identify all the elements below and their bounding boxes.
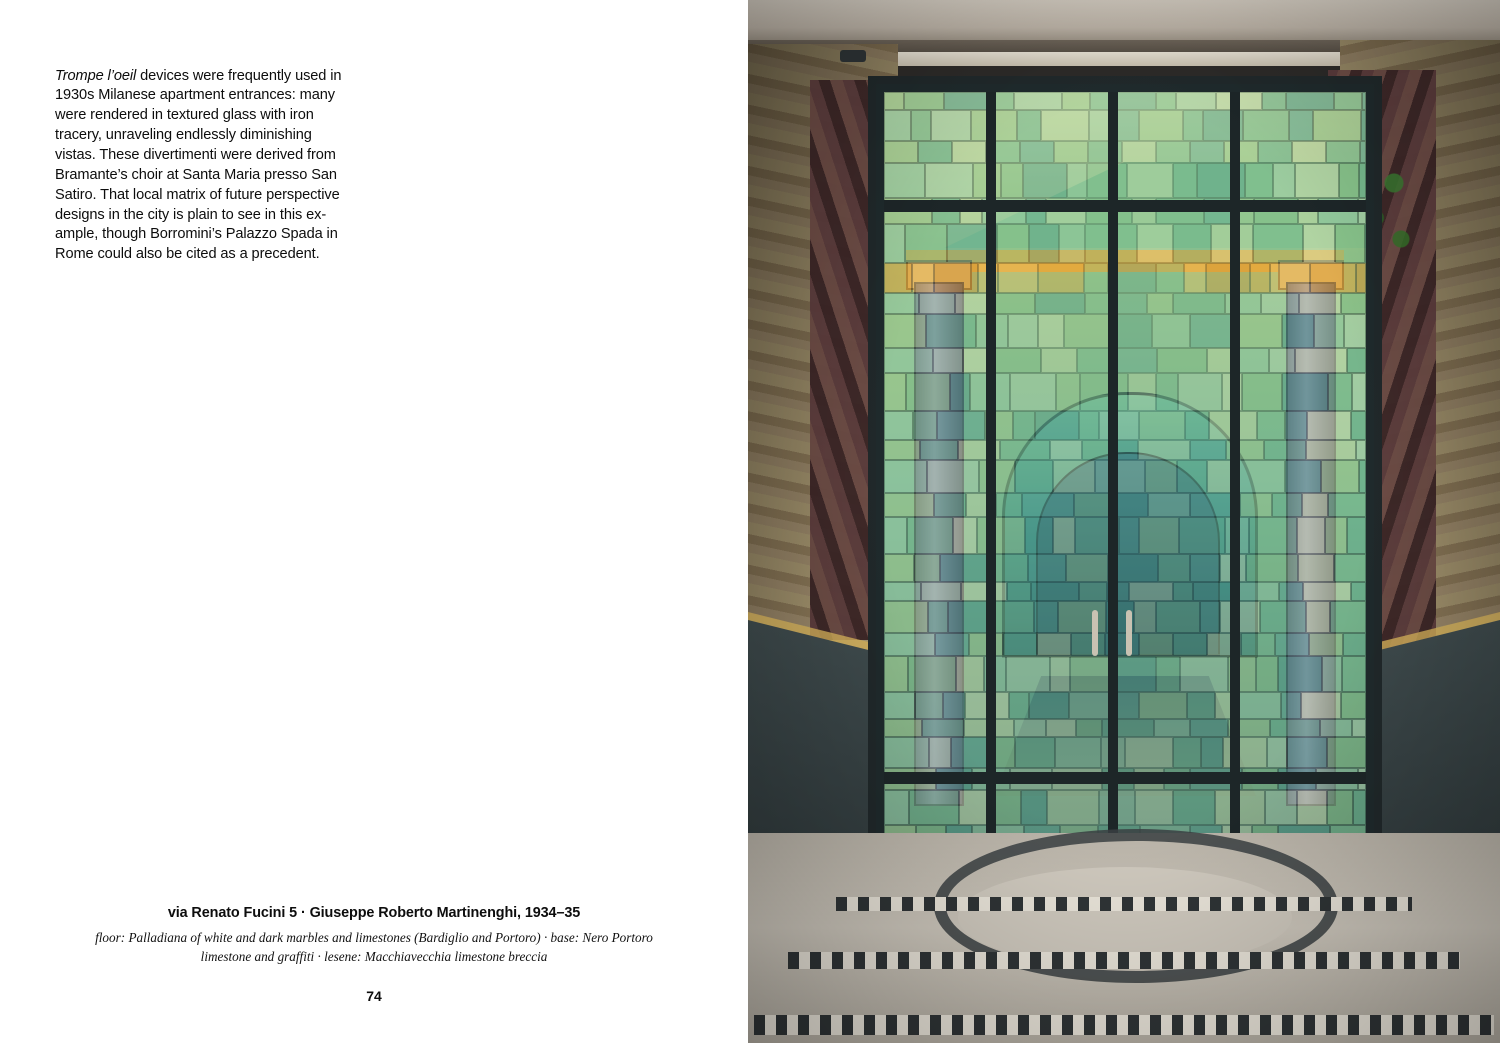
caption-detail: floor: Palladiana of white and dark marbles and limestones (Bardiglio and Portoro) · base: Nero Portoro limestone and graffiti · lesene: Macchiavecchia limestone breccia [95,930,653,965]
floor-band-middle [788,952,1460,969]
door-handle-left[interactable] [1092,610,1098,656]
terrazzo-floor [748,833,1500,1043]
door-rail-lower [884,772,1366,784]
caption-title: via Renato Fucini 5 · Giuseppe Roberto Martinenghi, 1934–35 [167,905,581,921]
entrance-hall-photograph [748,0,1500,1043]
left-page [0,0,748,1043]
floor-band-far [836,897,1412,911]
door-handle-right[interactable] [1126,610,1132,656]
right-page [748,0,1500,1043]
floor-band-near [754,1015,1494,1035]
body-text-lead-italic: Trompe l’oeil [55,67,137,84]
caption-block [0,905,748,966]
ceiling-band [848,52,1408,66]
security-camera-icon [840,50,866,62]
body-text [55,67,355,265]
body-text-rest: devices were frequently used in 1930s Milanese apartment entrances: many were rendered in textured glass with iron tracery, unraveling endlessly diminishing vistas. These divertimenti were derived from Bramante’s choir at Santa Maria presso San Satiro. That local matrix of future perspective designs in the city is plain to see in this ex-ample, though Borromini’s Palazzo Spada in Rome could also be cited as a precedent. [55,67,342,263]
door-rail-upper [884,200,1366,212]
page-number: 74 [366,988,382,1004]
